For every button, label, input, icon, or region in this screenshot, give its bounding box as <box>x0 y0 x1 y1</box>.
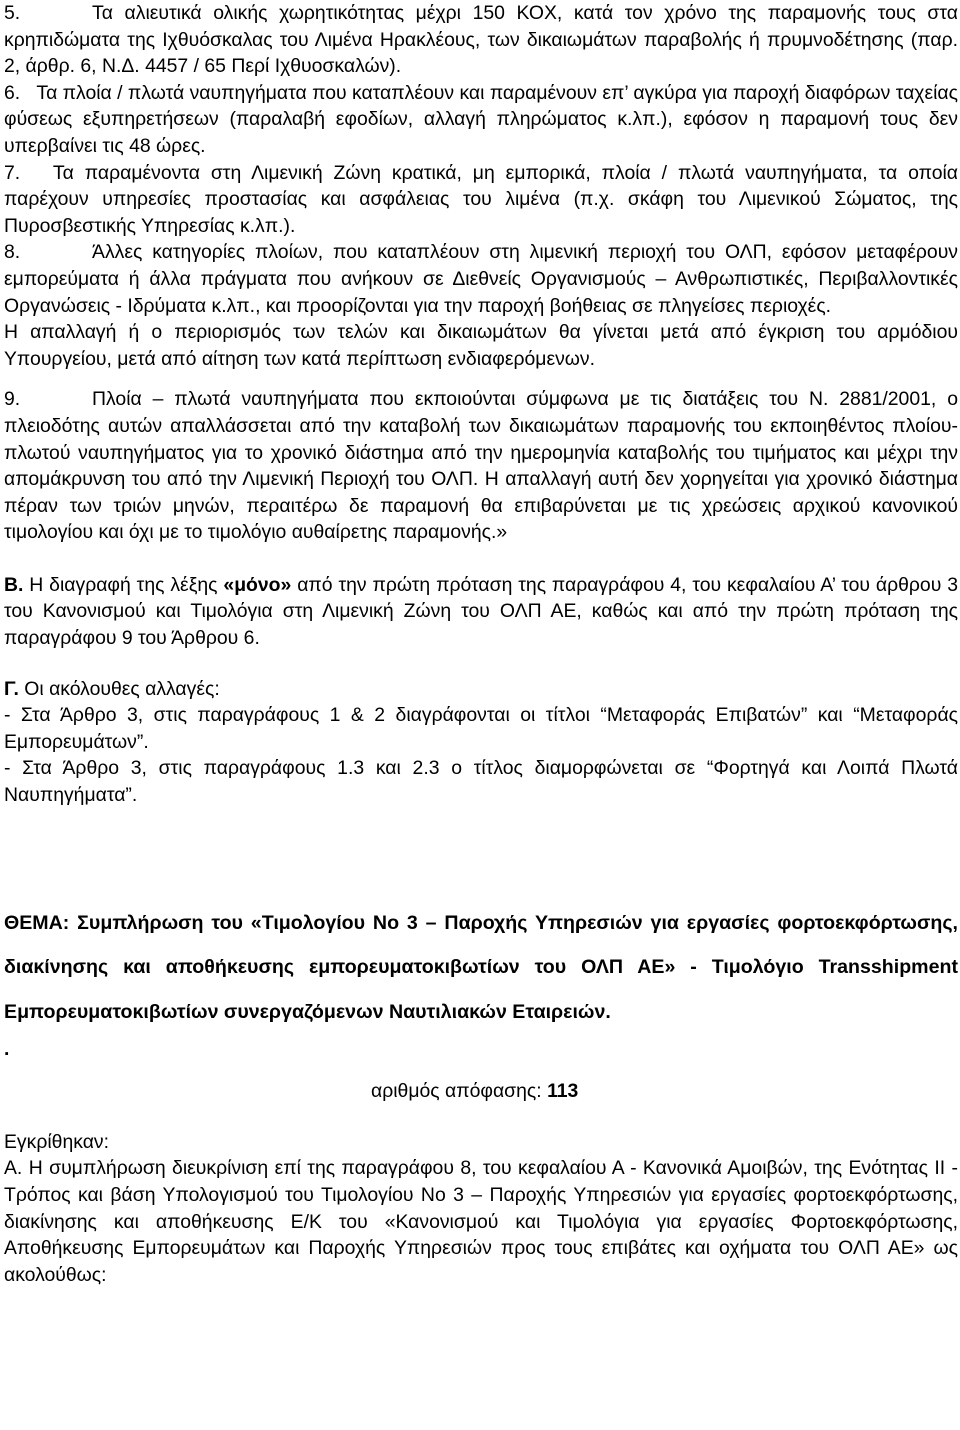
item-5 <box>4 0 958 80</box>
section-g-label: Γ. <box>4 677 19 700</box>
section-g-bullet-2: - Στα Άρθρο 3, στις παραγράφους 1.3 και 2.3 ο τίτλος διαμορφώνεται σε “Φορτηγά και Λοιπά Πλωτά Ναυπηγήματα”. <box>4 757 958 807</box>
item-text: Τα πλοία / πλωτά ναυπηγήματα που καταπλέουν και παραμένουν επ’ αγκύρα για παροχή διαφόρων ταχείας φύσεως εξυπηρετήσεων (παραλαβή εφοδίων, αλλαγή πληρώματος κ.λπ.), εφόσον η παραμονή τους δεν υπερβαίνει τις 48 ώρες. <box>4 81 958 157</box>
exemption-note: Η απαλλαγή ή ο περιορισμός των τελών και δικαιωμάτων θα γίνεται μετά από έγκριση του αρμόδιου Υπουργείου, μετά από αίτηση των κατά περίπτωση ενδιαφερόμενων. <box>4 321 958 370</box>
approved-text: Α. Η συμπλήρωση διευκρίνιση επί της παραγράφου 8, του κεφαλαίου Α - Κανονικά Αμοιβών, της Ενότητας ΙΙ - Τρόπος και βάση Υπολογισμού του Τιμολογίου Νο 3 – Παροχής Υπηρεσιών για εργασίες φορτοεκφόρτωσης, διακίνησης και αποθήκευσης Ε/Κ του «Κανονισμού και Τιμολόγια για εργασίες Φορτοεκφόρτωσης, Αποθήκευσης Εμπορευμάτων και Παροχής Υπηρεσιών προς τους επιβάτες και οχήματα του ΟΛΠ ΑΕ» ως ακολούθως: <box>4 1157 958 1286</box>
document-page <box>4 0 958 1288</box>
approved-label: Εγκρίθηκαν: <box>4 1130 109 1153</box>
decision-number <box>4 1078 958 1105</box>
section-b <box>4 572 958 652</box>
item-number: 9. <box>4 388 21 411</box>
decision-label: αριθμός απόφασης: <box>371 1080 548 1103</box>
item-number: 7. <box>4 161 21 184</box>
item-text: Τα παραμένοντα στη Λιμενική Ζώνη κρατικά, μη εμπορικά, πλοία / πλωτά ναυπηγήματα, τα οποία παρέχουν υπηρεσίες προστασίας και ασφάλειας του λιμένα (π.χ. σκάφη του Λιμενικού Σώματος, της Πυροσβεστικής Υπηρεσίας κ.λπ.). <box>4 161 958 237</box>
item-text: Τα αλιευτικά ολικής χωρητικότητας μέχρι 150 ΚΟΧ, κατά τον χρόνο της παραμονής τους στα κρηπιδώματα της Ιχθυόσκαλας του Λιμένα Ηρακλέους, των δικαιωμάτων παραβολής ή πρυμνοδέτησης (παρ. 2, άρθρ. 6, Ν.Δ. 4457 / 65 Περί Ιχθυοσκαλών). <box>4 2 958 78</box>
item-number: 6. <box>4 81 21 104</box>
item-text: Άλλες κατηγορίες πλοίων, που καταπλέουν στη λιμενική περιοχή του ΟΛΠ, εφόσον μεταφέρουν εμπορεύματα ή άλλα πράγματα που ανήκουν σε Διεθνείς Οργανισμούς – Ανθρωπιστικές, Περιβαλλοντικές Οργανώσεις - Ιδρύματα κ.λπ., και προορίζονται για την παροχή βοήθειας σε πληγείσες περιοχές. <box>4 241 958 317</box>
section-g <box>4 676 958 703</box>
item-text: Πλοία – πλωτά ναυπηγήματα που εκποιούνται σύμφωνα με τις διατάξεις του Ν. 2881/2001, ο πλειοδότης αυτών απαλλάσσεται από την καταβολή των δικαιωμάτων παραμονής του εκποιηθέντος πλοίου-πλωτού ναυπηγήματος για το χρονικό διάστημα από την ημερομηνία καταβολής του τιμήματος και μέχρι την απομάκρυνση του από την Λιμενική Περιοχή του ΟΛΠ. Η απαλλαγή αυτή δεν χορηγείται για χρονικό διάστημα πέραν των τριών μηνών, περαιτέρω δε παραμονή θα επιβαρύνεται με τις χρεώσεις αρχικού κανονικού τιμολογίου και όχι με το τιμολόγιο αυθαίρετης παραμονής.» <box>4 388 958 544</box>
section-b-label: Β. <box>4 573 24 596</box>
section-b-bold-word: «μόνο» <box>223 573 292 596</box>
section-g-bullet-1: - Στα Άρθρο 3, στις παραγράφους 1 & 2 διαγράφονται οι τίτλοι “Μεταφοράς Επιβατών” και “Μεταφοράς Εμπορευμάτων”. <box>4 704 958 753</box>
item-7 <box>4 160 958 240</box>
section-g-intro: Οι ακόλουθες αλλαγές: <box>18 677 220 700</box>
item-9 <box>4 386 958 546</box>
item-number: 8. <box>4 241 21 264</box>
item-number: 5. <box>4 2 21 24</box>
item-8 <box>4 239 958 319</box>
subject-heading: ΘΕΜΑ: Συμπλήρωση του «Τιμολογίου Νο 3 – Παροχής Υπηρεσιών για εργασίες φορτοεκφόρτωσης, διακίνησης και αποθήκευσης εμπορευματοκιβωτίων του ΟΛΠ ΑΕ» - Τιμολόγιο Transshipment Εμπορευματοκιβωτίων συνεργαζόμενων Ναυτιλιακών Εταιρειών. <box>4 911 958 1023</box>
item-6 <box>4 80 958 160</box>
section-b-text-before: Η διαγραφή της λέξης <box>23 573 224 596</box>
separator-dot: . <box>4 1038 10 1061</box>
section-b-text-after: από την πρώτη πρόταση της παραγράφου 4, του κεφαλαίου Α’ του άρθρου 3 του Κανονισμού και Τιμολόγια στη Λιμενική Ζώνη του ΟΛΠ ΑΕ, καθώς και από την πρώτη πρόταση της παραγράφου 9 του Άρθρου 6. <box>4 573 958 650</box>
decision-value: 113 <box>547 1080 579 1103</box>
